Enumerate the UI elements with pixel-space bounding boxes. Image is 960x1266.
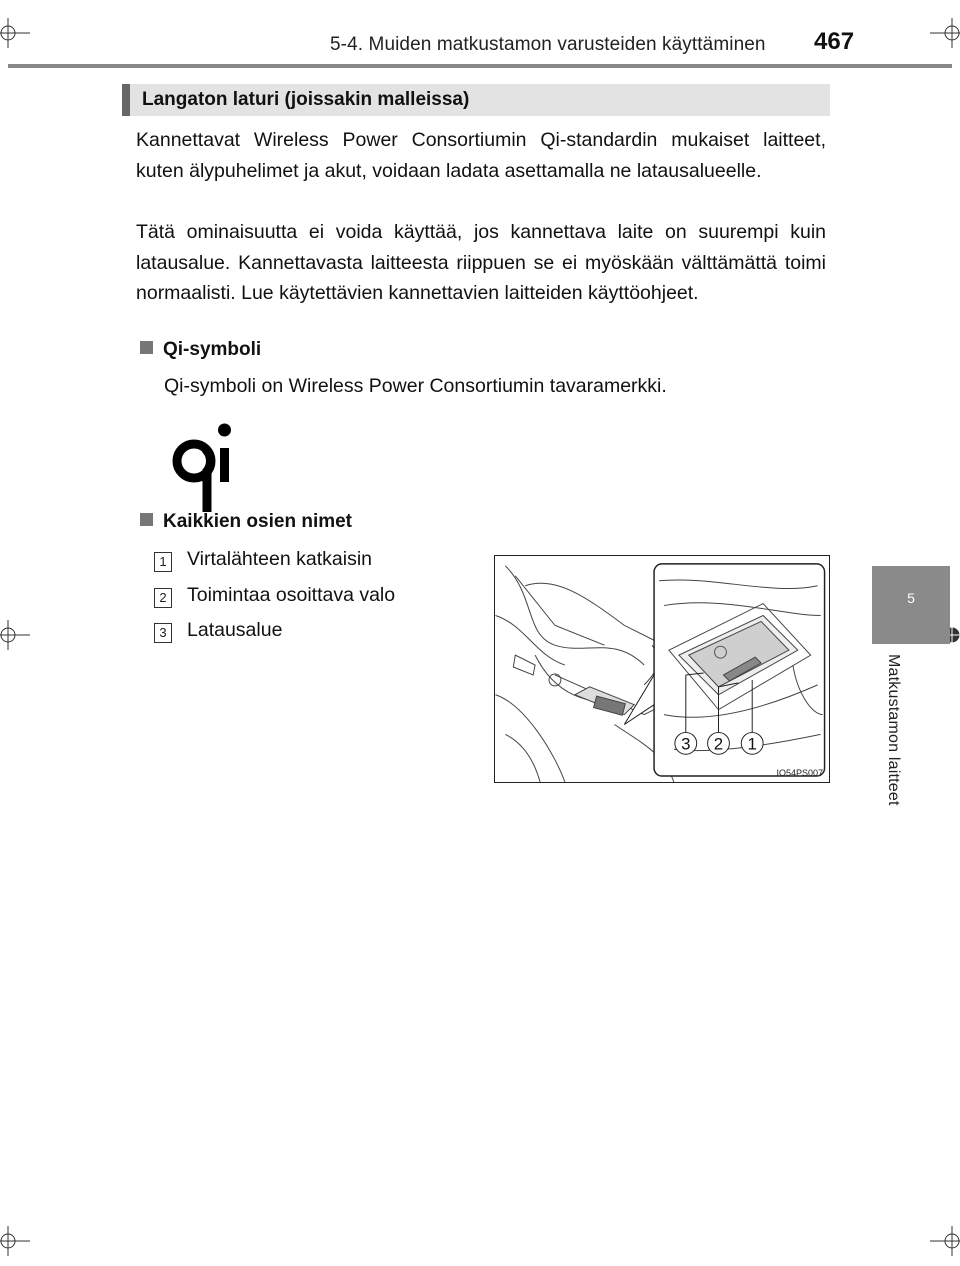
chapter-label: Matkustamon laitteet xyxy=(885,654,902,806)
list-item xyxy=(154,548,474,578)
callout-label: 3 xyxy=(681,734,691,754)
limitation-paragraph: Tätä ominaisuutta ei voida käyttää, jos kannettava laite on suurempi kuin latausalue. Kannettavasta laitteesta riippuen se ei myöskään välttämättä toimi normaalisti. Lue käytettävien kannettavien laitteiden käyttöohjeet. xyxy=(136,221,826,304)
crop-mark-icon xyxy=(0,1226,30,1256)
qi-heading-text: Qi-symboli xyxy=(163,339,262,360)
console-drawing xyxy=(495,556,829,782)
part-number-badge: 1 xyxy=(154,552,172,572)
figure-code: IO54PS007 xyxy=(776,768,823,778)
crop-mark-icon xyxy=(0,18,30,48)
part-number-badge: 2 xyxy=(154,588,172,608)
square-bullet-icon xyxy=(140,513,153,526)
parts-heading-text: Kaikkien osien nimet xyxy=(163,511,353,532)
chapter-tab xyxy=(872,566,950,644)
qi-logo-icon xyxy=(168,420,238,512)
part-label: Latausalue xyxy=(187,619,283,641)
part-label: Toimintaa osoittava valo xyxy=(187,584,396,606)
crop-mark-icon xyxy=(930,1226,960,1256)
square-bullet-icon xyxy=(140,341,153,354)
section-heading-box xyxy=(122,84,830,116)
callout-label: 1 xyxy=(747,734,757,754)
charger-illustration xyxy=(494,555,830,783)
callout-label: 2 xyxy=(713,734,724,754)
part-number-badge: 3 xyxy=(154,623,172,643)
qi-subheading xyxy=(140,339,261,361)
parts-subheading xyxy=(140,511,352,533)
page-number: 467 xyxy=(814,28,855,55)
qi-description: Qi-symboli on Wireless Power Consortiumin tavaramerkki. xyxy=(164,375,667,397)
crop-mark-icon xyxy=(0,620,30,650)
chapter-number: 5 xyxy=(907,590,915,606)
header-divider xyxy=(8,64,952,68)
list-item xyxy=(154,619,474,649)
intro-paragraph: Kannettavat Wireless Power Consortiumin Qi-standardin mukaiset laitteet, kuten älypuhelimet ja akut, voidaan ladata asettamalla ne latausalueelle. xyxy=(136,129,826,182)
header-section-title: 5-4. Muiden matkustamon varusteiden käyttäminen xyxy=(330,34,766,55)
part-label: Virtalähteen katkaisin xyxy=(187,548,373,570)
list-item xyxy=(154,584,474,614)
crop-mark-icon xyxy=(930,18,960,48)
section-title: Langaton laturi (joissakin malleissa) xyxy=(142,89,470,110)
